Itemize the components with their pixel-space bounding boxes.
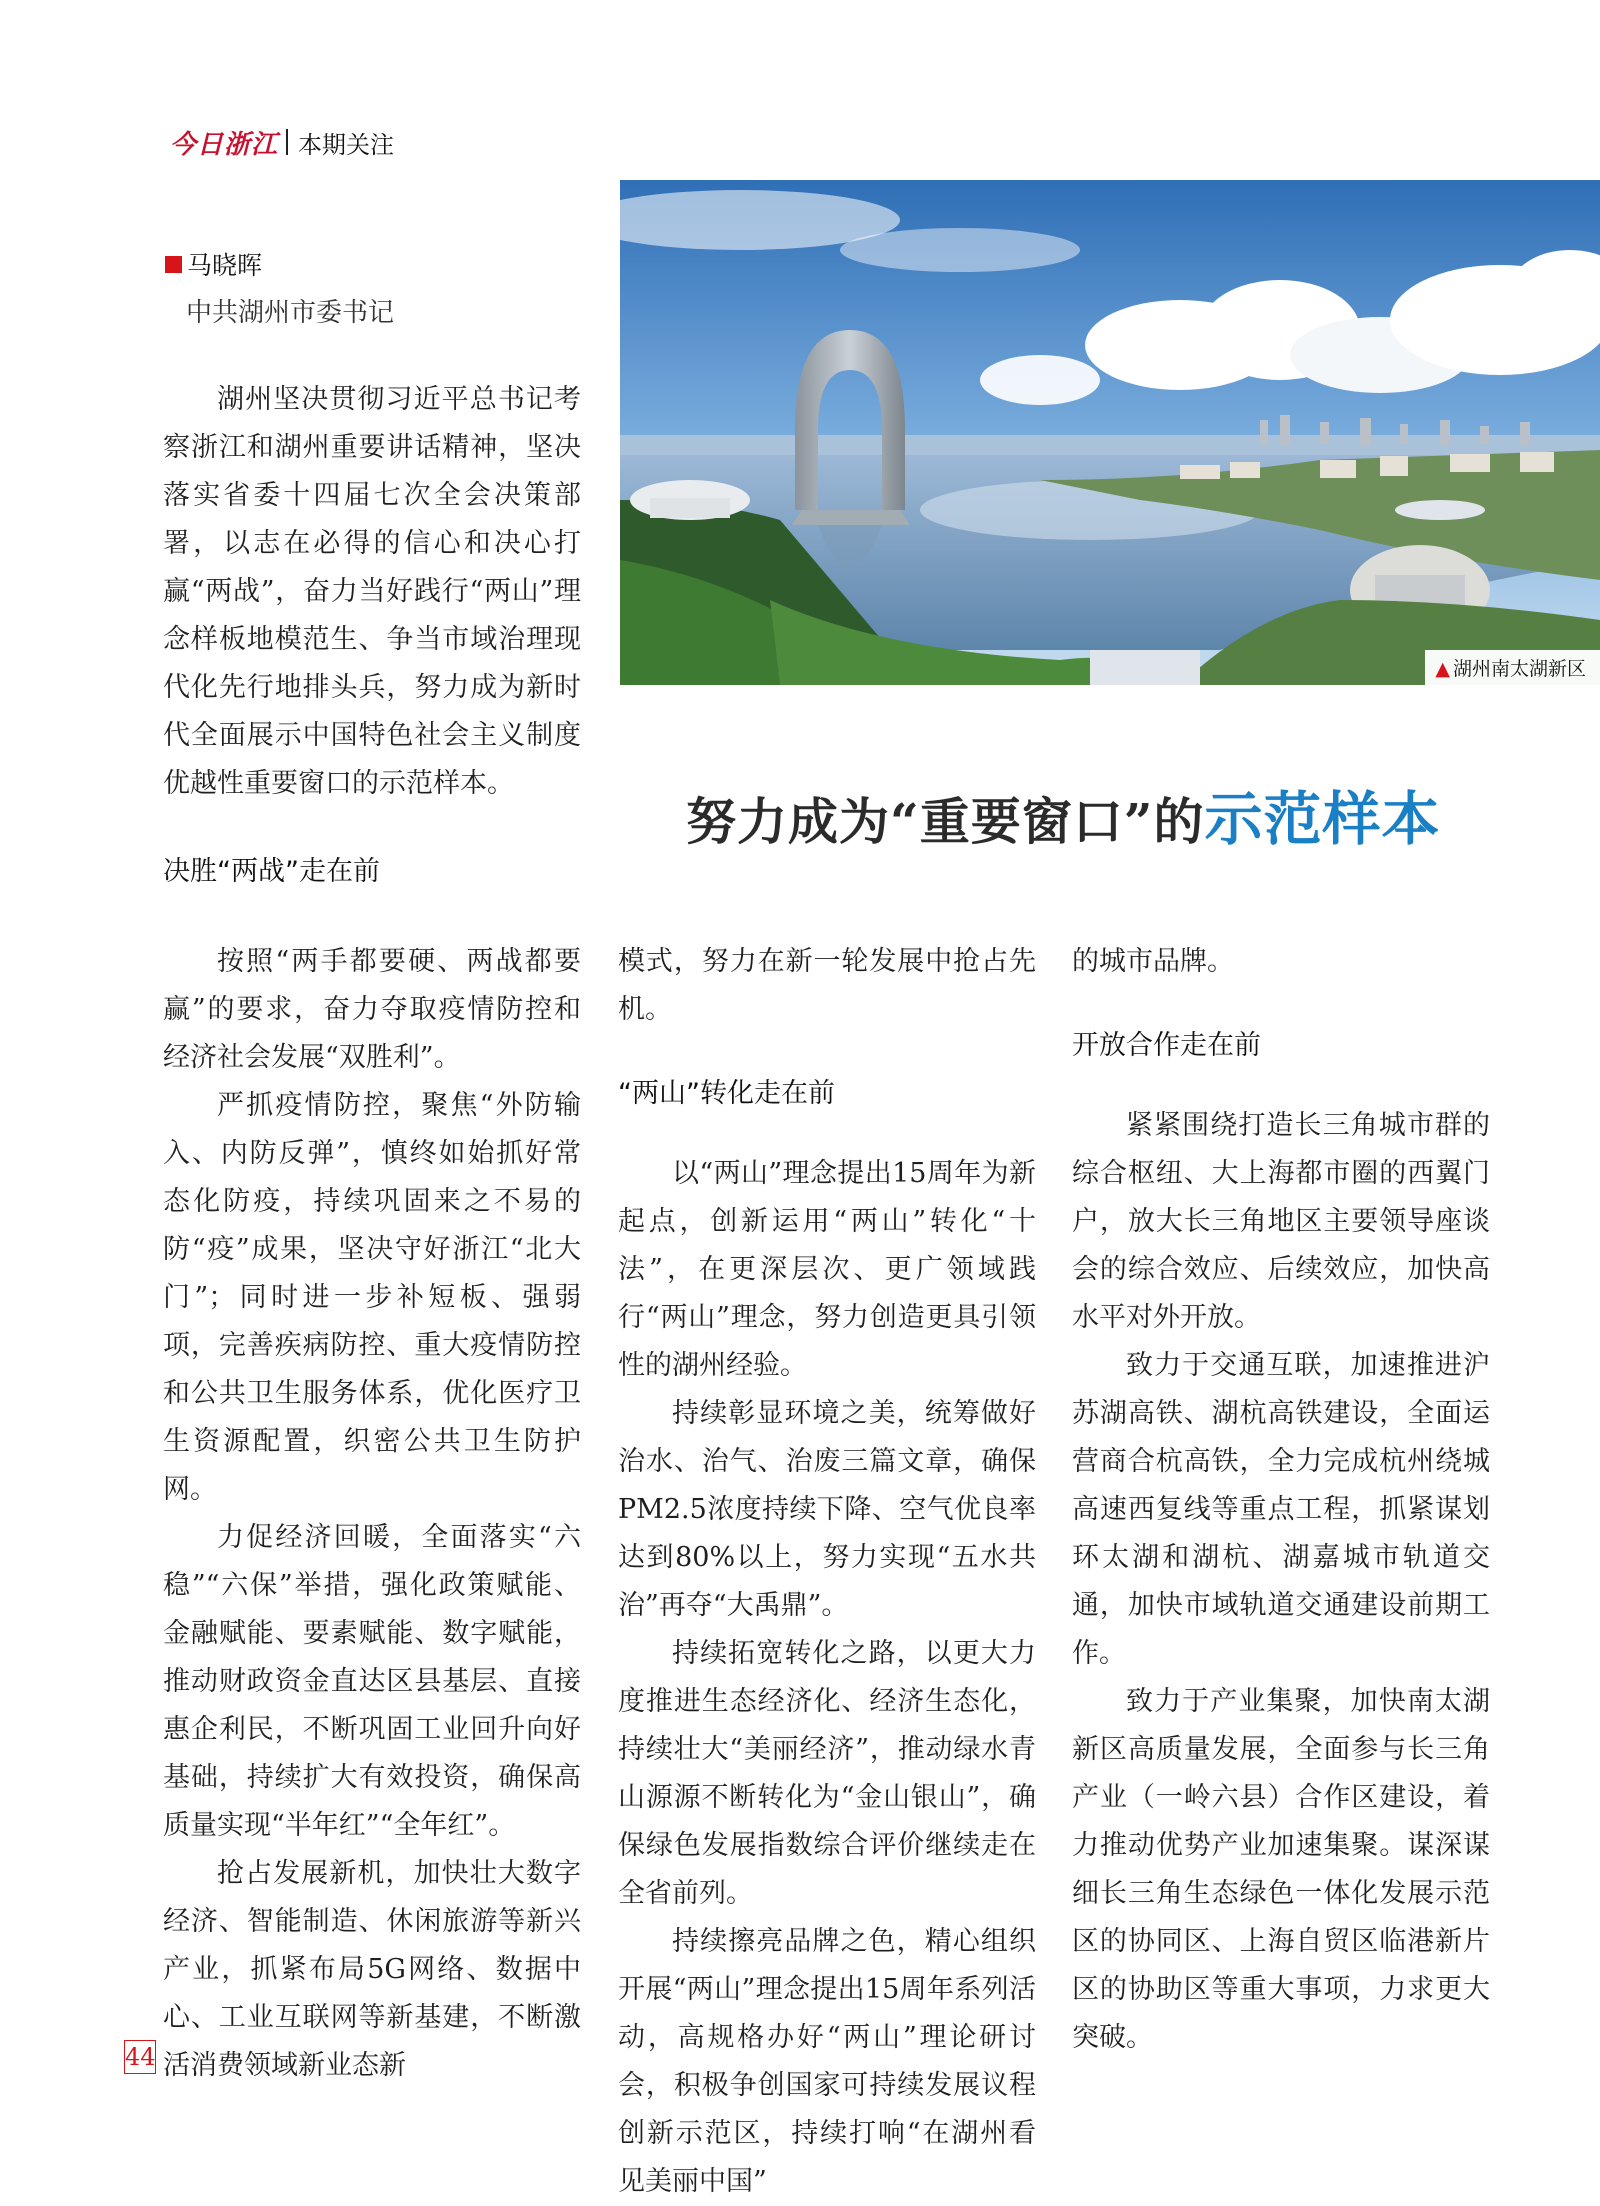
article-title: [686, 772, 1586, 856]
author-marker-icon: [165, 256, 182, 273]
magazine-logo: 今日浙江: [170, 129, 279, 160]
author-title: 中共湖州市委书记: [186, 298, 395, 328]
body-paragraph: 抢占发展新机，加快壮大数字经济、智能制造、休闲旅游等新兴产业，抓紧布局5G网络、数据中心、工业互联网等新基建，不断激活消费领域新业态新: [163, 1858, 581, 2081]
section1-heading-block: [163, 852, 581, 892]
body-paragraph: 持续擦亮品牌之色，精心组织开展“两山”理念提出15周年系列活动，高规格办好“两山”理论研讨会，积极争创国家可持续发展议程创新示范区，持续打响“在湖州看见美丽中国”: [618, 1926, 1036, 2197]
body-paragraph: 按照“两手都要硬、两战都要赢”的要求，奋力夺取疫情防控和经济社会发展“双胜利”。: [163, 946, 581, 1073]
page-number: 44: [124, 2040, 156, 2074]
title-accent: 示范样本: [1204, 785, 1441, 853]
masthead-divider: [286, 129, 288, 155]
body-paragraph: 持续拓宽转化之路，以更大力度推进生态经济化、经济生态化，持续壮大“美丽经济”，推动绿水青山源源不断转化为“金山银山”，确保绿色发展指数综合评价继续走在全省前列。: [618, 1638, 1036, 1909]
author-name-text: 马晓晖: [187, 251, 263, 280]
intro-block: [163, 376, 581, 808]
section-label: 本期关注: [298, 130, 395, 159]
masthead: [170, 125, 394, 159]
article-photo: [620, 180, 1600, 685]
author-name: [165, 246, 262, 282]
caption-text: 湖州南太湖新区: [1452, 658, 1586, 680]
body-paragraph-continued: 模式，努力在新一轮发展中抢占先机。: [618, 946, 1036, 1025]
body-paragraph-continued: 的城市品牌。: [1072, 946, 1234, 977]
section-heading: 决胜“两战”走在前: [163, 856, 380, 887]
lake-cityscape-image: [620, 180, 1600, 685]
photo-caption: [1425, 650, 1600, 685]
body-paragraph: 致力于交通互联，加速推进沪苏湖高铁、湖杭高铁建设，全面运营商合杭高铁，全力完成杭州绕城高速西复线等重点工程，抓紧谋划环太湖和湖杭、湖嘉城市轨道交通，加快市域轨道交通建设前期工作。: [1072, 1350, 1490, 1669]
body-paragraph: 以“两山”理念提出15周年为新起点，创新运用“两山”转化“十法”，在更深层次、更广领域践行“两山”理念，努力创造更具引领性的湖州经验。: [618, 1158, 1036, 1381]
column-1: [163, 938, 581, 2090]
column-3: [1072, 938, 1490, 2062]
section-heading: “两山”转化走在前: [618, 1078, 835, 1109]
caption-triangle-icon: ▲: [1435, 658, 1450, 680]
body-paragraph: 持续彰显环境之美，统筹做好治水、治气、治废三篇文章，确保PM2.5浓度持续下降、空气优良率达到80%以上，努力实现“五水共治”再夺“大禹鼎”。: [618, 1398, 1036, 1621]
body-paragraph: 致力于产业集聚，加快南太湖新区高质量发展，全面参与长三角产业（一岭六县）合作区建设，着力推动优势产业加速集聚。谋深谋细长三角生态绿色一体化发展示范区的协同区、上海自贸区临港新片区的协助区等重大事项，力求更大突破。: [1072, 1686, 1490, 2053]
column-2: [618, 938, 1036, 2206]
intro-paragraph: 湖州坚决贯彻习近平总书记考察浙江和湖州重要讲话精神，坚决落实省委十四届七次全会决策部署，以志在必得的信心和决心打赢“两战”，奋力当好践行“两山”理念样板地模范生、争当市域治理现代化先行地排头兵，努力成为新时代全面展示中国特色社会主义制度优越性重要窗口的示范样本。: [163, 384, 581, 799]
body-paragraph: 力促经济回暖，全面落实“六稳”“六保”举措，强化政策赋能、金融赋能、要素赋能、数字赋能，推动财政资金直达区县基层、直接惠企利民，不断巩固工业回升向好基础，持续扩大有效投资，确保高质量实现“半年红”“全年红”。: [163, 1522, 581, 1841]
title-main: 努力成为“重要窗口”的: [686, 792, 1205, 851]
body-paragraph: 严抓疫情防控，聚焦“外防输入、内防反弹”，慎终如始抓好常态化防疫，持续巩固来之不易的防“疫”成果，坚决守好浙江“北大门”；同时进一步补短板、强弱项，完善疾病防控、重大疫情防控和公共卫生服务体系，优化医疗卫生资源配置，织密公共卫生防护网。: [163, 1090, 581, 1505]
section-heading: 开放合作走在前: [1072, 1030, 1261, 1061]
body-paragraph: 紧紧围绕打造长三角城市群的综合枢纽、大上海都市圈的西翼门户，放大长三角地区主要领导座谈会的综合效应、后续效应，加快高水平对外开放。: [1072, 1110, 1490, 1333]
